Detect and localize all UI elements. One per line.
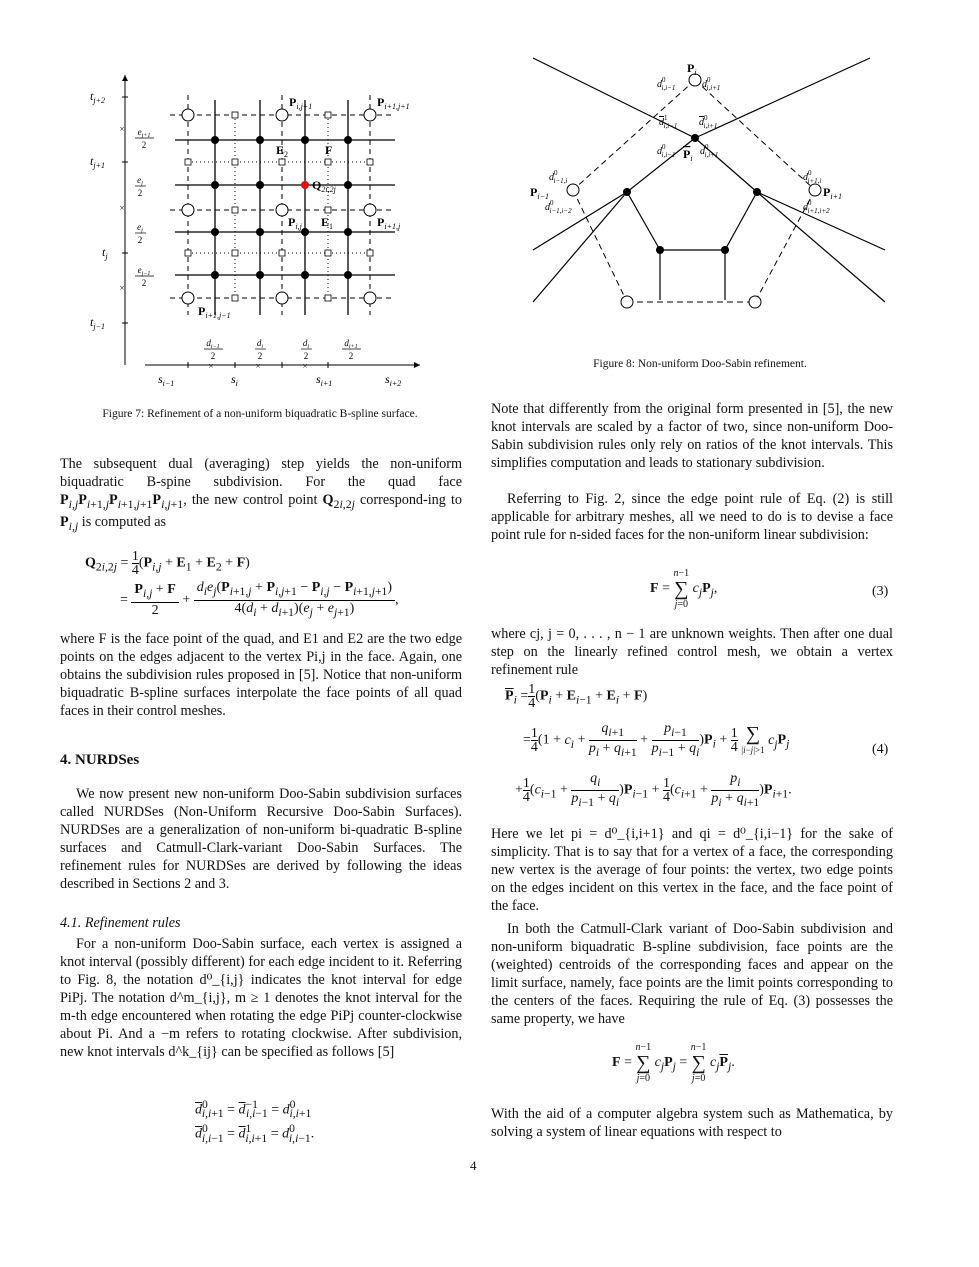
subsection-heading: 4.1. Refinement rules [60, 915, 181, 931]
refined-vertex [301, 271, 309, 279]
svg-text:ej: $e_j$ [137, 175, 143, 187]
eq3-number: (3) [872, 584, 889, 599]
label-Pim1: $P_{i-1}$ [530, 185, 549, 201]
t-jm1-label: $t_{j-1}$ [90, 315, 105, 331]
right-para-2: Referring to Fig. 2, since the edge point rule of Eq. (2) is still applicable for arbitrary meshes, all we need to do is to devise a face point rule for n-sided faces for the non-uniform linear subdivision: [491, 491, 893, 543]
t-j2-label: $t_{j+2}$ [90, 89, 105, 105]
t-j1-label: $t_{j+1}$ [90, 154, 105, 170]
figure-7 [80, 70, 440, 390]
d0-i1-i2: $d^0$ i+1,i+2 [803, 199, 830, 215]
figure-8-caption: Figure 8: Non-uniform Doo-Sabin refinement. [593, 358, 807, 370]
refined-vertex [256, 228, 264, 236]
d0-i-ip1-2: $d^0$ i,i+1 [700, 143, 719, 159]
refined-vertex [301, 228, 309, 236]
label-P-i1jm1: $P_{i+1,j-1}$ [198, 304, 231, 320]
refined-vertex [211, 228, 219, 236]
refined-vertex [211, 271, 219, 279]
refined-vertex [211, 136, 219, 144]
svg-text:2: 2 [257, 351, 263, 361]
svg-text:2: 2 [348, 351, 354, 361]
svg-text:di−1: $d_{i-1}$ [206, 338, 220, 350]
s-i-label: $s_i$ [231, 372, 238, 388]
refined-vertex [344, 228, 352, 236]
svg-text:×: × [208, 361, 214, 371]
frac-di-2 [301, 338, 312, 361]
frac-ej-lower [135, 222, 146, 245]
figure-7-caption: Figure 7: Refinement of a non-uniform biquadratic B-spline surface. [102, 408, 418, 420]
svg-text:×: × [119, 203, 125, 213]
section-heading: 4. NURDSes [60, 752, 140, 768]
frac-di-1 [255, 338, 266, 361]
right-para-4: Here we let pi = d⁰_{i,i+1} and qi = d⁰_{i,i−1} for the sake of simplicity. That is to say that for a vertex of a face, the corresponding new vertex is the average of four points: the vertex, two edge points on the edges incident on this vertex in the face, and the face point of the face. [491, 826, 893, 914]
svg-text:2: 2 [210, 351, 216, 361]
equation-Q: $Q_{2i,2j}$ = 1 $4(P_{i,j} + E_1 + E_2 + F)$ = $P_{i,j} + F$ 2 + $d_ie_j(P_{i+1,j} + P_{i,j+1} - P_{i,j} - P_{i+1,j+1})$ $4(d_i + d_{i+1})(e_j + e_{j+1})$, [85, 549, 399, 619]
d0-i-im1-2: $d^0$ i,i−1 [657, 143, 676, 159]
label-E2: $E_2$ [276, 143, 289, 159]
frac-di1 [342, 338, 361, 361]
svg-text:2: 2 [137, 235, 143, 245]
frac-ejm1 [135, 265, 154, 288]
refined-vertex [256, 271, 264, 279]
svg-text:di: $d_i$ [302, 338, 310, 350]
left-para-4: For a non-uniform Doo-Sabin surface, each vertex is assigned a knot interval (possibly different) for each edge incident to it. Referring to Fig. 8, the notation d⁰_{i,j} indicates the knot interval for edge PiPj. The notation d^m_{i,j}, m ≥ 1 denotes the knot interval for the m-th edge encountered when rotating the edge PiPj counter-clockwise about Pi. And a −m refers to rotating clockwise. After subdivision, new knot intervals d^k_{ij} can be specified as follows [5] [60, 936, 462, 1060]
d0-i1-i: $d^0$ i+1,i [803, 169, 822, 185]
label-E1: $E_1$ [321, 215, 334, 231]
frac-dim1 [204, 338, 223, 361]
equation-F-centroid: F = n−1 ∑ j=0 $c_jP_j = n-1$ ∑ j=0 $c_j\overline{P}_j$. [612, 1042, 735, 1084]
equation-4: $\overline{P}_i$ = 1 $4(P_i + E_{i-1} + E_i + F)$ = 1 $4(1 + c_i$ + $q_{i+1}$ $p_i + q_{i+1}$ + $p_{i-1}$ $p_{i-1} + q_i)P_i$ + 1 4 ∑ |i−j|>1 $c_jP_j$ + 1 $4(c_{i-1}$ + $q_i$ $p_{i-1} + q_i)P_{i-1}$ + 1 $4(c_{i+1}$ + $p_i$ $p_i + q_{i+1})P_{i+1}$. [505, 682, 792, 809]
svg-text:di: $d_i$ [256, 338, 264, 350]
svg-text:ej+1: $e_{j+1}$ [137, 127, 151, 139]
label-P-ij: $P_{i,j}$ [288, 215, 302, 231]
equation-3: F = n−1 ∑ j=0 $c_jP_j$, [650, 568, 718, 610]
t-j-label: $t_j$ [102, 245, 108, 261]
svg-text:×: × [119, 124, 125, 134]
d0-i-im1: $d^0$ i,i−1 [657, 76, 676, 92]
refined-vertex [301, 136, 309, 144]
frac-ej-upper [135, 175, 146, 198]
label-Q: $Q_{2i,2j}$ [312, 178, 336, 194]
svg-text:ej: $e_j$ [137, 222, 143, 234]
refined-vertex [344, 136, 352, 144]
left-para-3: We now present new non-uniform Doo-Sabin subdivision surfaces called NURDSes (Non-Uniform Recursive Doo-Sabin Surfaces). NURDSes are a generalization of non-uniform bi-quadratic B-spline surfaces and Catmull-Clark-variant Doo-Sabin Surfaces. The refinement rules for NURDSes are derived by following the ideas described in Sections 2 and 3. [60, 786, 462, 892]
left-para-2: where F is the face point of the quad, and E1 and E2 are the two edge points on the edges adjacent to the vertex Pi,j in the face. Again, one obtains the subdivision rules proposed in [5]. Notice that non-uniform biquadratic B-spline surfaces interpolate the face points of all quad faces in their control meshes. [60, 631, 462, 719]
svg-text:×: × [119, 283, 125, 293]
svg-text:×: × [255, 361, 261, 371]
svg-text:di+1: $d_{i+1}$ [344, 338, 358, 350]
svg-text:2: 2 [141, 278, 147, 288]
frac-ej1 [135, 127, 154, 150]
d0-im1-im2: $d^0$ i−1,i−2 [545, 199, 572, 215]
d0-im1-i: $d^0$ i−1,i [549, 169, 568, 185]
label-Pi1: $P_{i+1}$ [823, 185, 842, 201]
svg-text:ej−1: $e_{j-1}$ [137, 265, 151, 277]
d0-i-ip1: $d^0$ i,i+1 [702, 76, 721, 92]
label-P-i1j1: $P_{i+1,j+1}$ [377, 95, 410, 111]
refined-vertex [256, 136, 264, 144]
label-Pi: $P_i$ [687, 61, 697, 77]
s-i2-label: $s_{i+2}$ [385, 372, 402, 388]
refined-vertex [256, 181, 264, 189]
d-bar-i-ip1: $d^0$ i,i+1 [699, 114, 718, 130]
knot-equations: $\overline{d}^0_{i,i+1} = \overline{d}^{-1}_{i,i-1} = d^0_{i,i+1}$ $\overline{d}^0_{i,i-1} = \overline{d}^1_{i,i+1} = d^0_{i,i-1}$. [195, 1098, 315, 1145]
label-P-ij1: $P_{i,j+1}$ [289, 95, 313, 111]
page-number: 4 [470, 1158, 477, 1173]
s-im1-label: $s_{i-1}$ [158, 372, 175, 388]
right-para-6: With the aid of a computer algebra system such as Mathematica, by solving a system of linear equations with respect to [491, 1106, 893, 1140]
svg-text:2: 2 [137, 188, 143, 198]
svg-text:×: × [302, 361, 308, 371]
left-para-1: The subsequent dual (averaging) step yields the non-uniform biquadratic B-spine subdivision. For the quad face $P_{i,j}P_{i+1,j}P_{i+1,j+1}P_{i,j+1}$, the new control point $Q_{2i,2j}$ correspond-ing to $P_{i,j}$ is computed as [60, 456, 462, 533]
right-para-1: Note that differently from the original form presented in [5], the new knot intervals are scaled by a factor of two, since non-uniform Doo-Sabin subdivision rules only rely on ratios of the knot intervals. This simplifies computation and leads to stationary subdivision. [491, 401, 893, 471]
figure-8 [525, 50, 905, 320]
eq4-number: (4) [872, 742, 889, 757]
s-i1-label: $s_{i+1}$ [316, 372, 333, 388]
refined-vertex [344, 181, 352, 189]
refined-vertex [211, 181, 219, 189]
right-para-3: where cj, j = 0, . . . , n − 1 are unknown weights. Then after one dual step on the linearly refined control mesh, we obtain a vertex refinement rule [491, 626, 893, 678]
label-P-i1j: $P_{i+1,j}$ [377, 215, 401, 231]
right-para-5: In both the Catmull-Clark variant of Doo-Sabin subdivision and non-uniform biquadratic B-spline subdivision, face points are the (weighted) centroids of the corresponding faces and appear on the limit surface, namely, face points are the limit points corresponding to the centers of the faces. Requiring the rule of Eq. (3) possesses the same property, we have [491, 921, 893, 1027]
d-bar-i-im1: $d^1$ i,i−1 [659, 114, 678, 130]
label-F: F [325, 143, 333, 157]
refined-vertex [344, 271, 352, 279]
svg-text:2: 2 [303, 351, 309, 361]
label-Pbar: $P_i$ [683, 147, 693, 163]
svg-text:2: 2 [141, 140, 147, 150]
